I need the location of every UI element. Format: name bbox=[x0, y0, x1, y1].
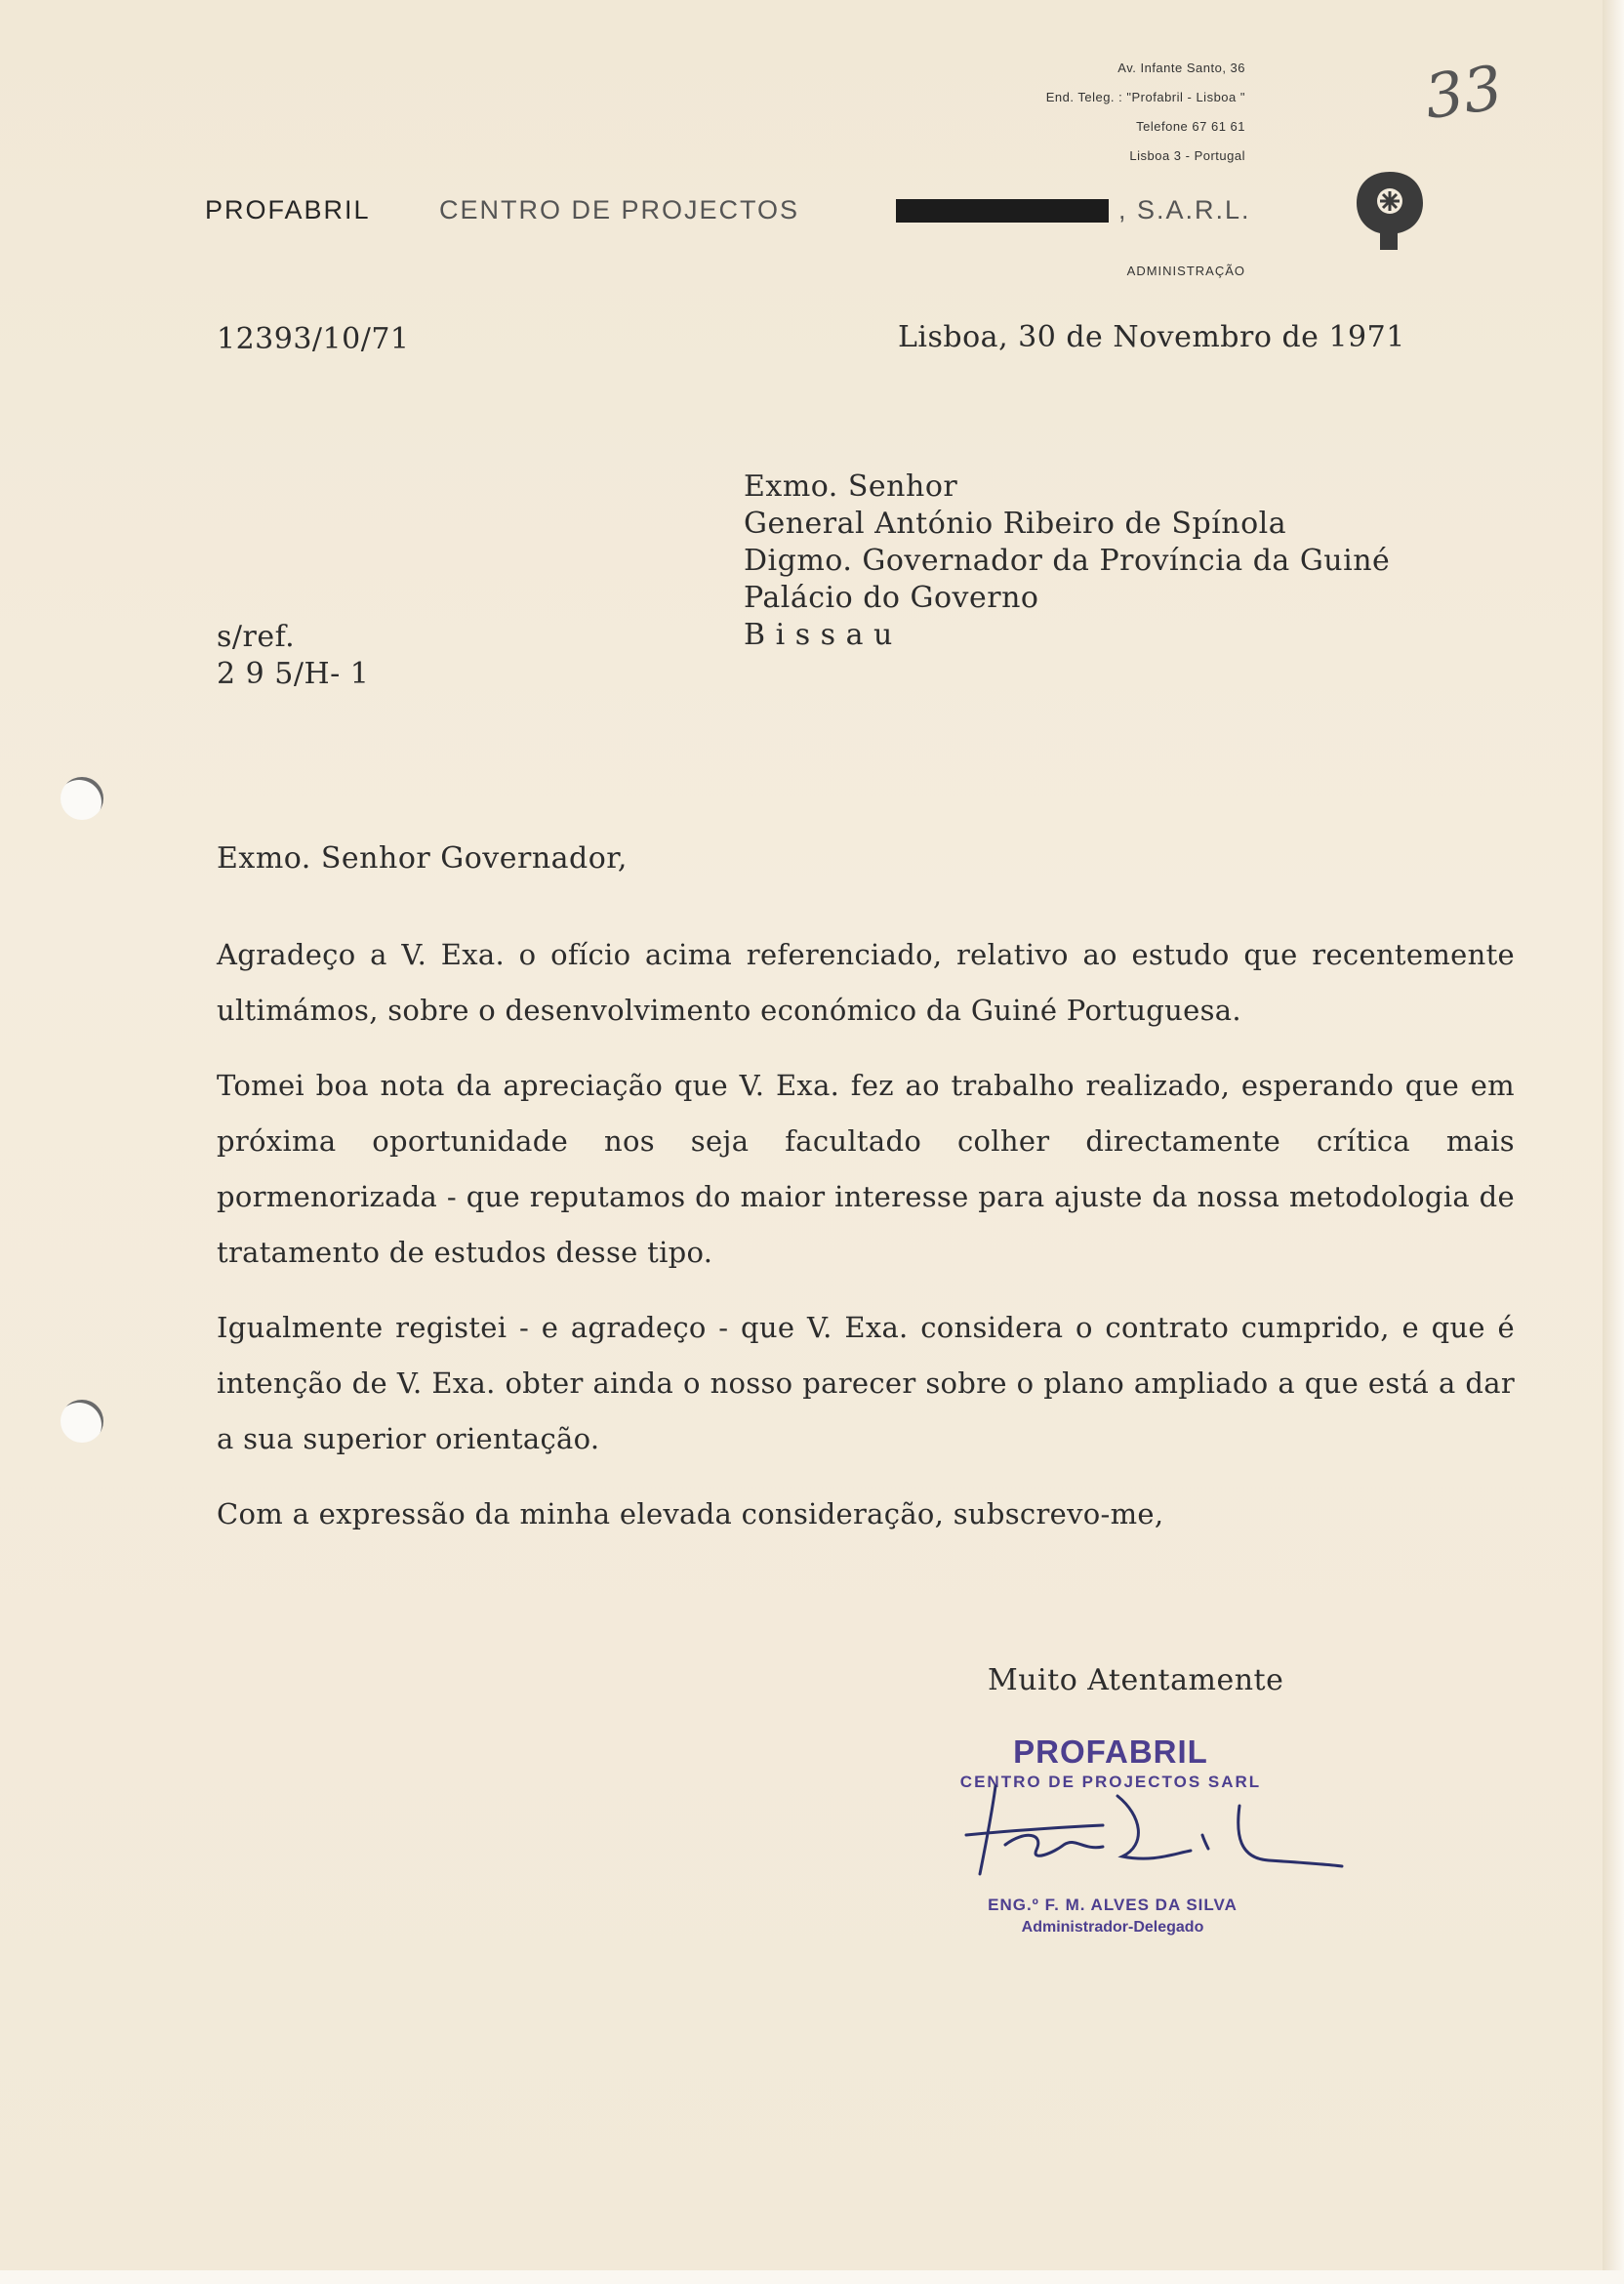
letterhead-centre: CENTRO DE PROJECTOS bbox=[439, 195, 800, 224]
addressee-line: General António Ribeiro de Spínola bbox=[744, 507, 1287, 541]
signer-role: Administrador-Delegado bbox=[1021, 1919, 1204, 1936]
letter-reference: 12393/10/71 bbox=[217, 322, 410, 356]
letter-body bbox=[217, 927, 1515, 1562]
body-paragraph: Tomei boa nota da apreciação que V. Exa. fez ao trabalho realizado, esperando que em próxima oportunidade nos seja facultado colher directamente crítica mais pormenorizada - que reputamos do maior interesse para ajuste da nossa metodologia de tratamento de estudos desse tipo. bbox=[217, 1069, 1515, 1269]
letterhead-company: PROFABRIL bbox=[205, 195, 371, 224]
address-city: Lisboa 3 - Portugal bbox=[1129, 148, 1245, 163]
paper-edge-right bbox=[1603, 0, 1624, 2284]
stamp-centre: CENTRO DE PROJECTOS SARL bbox=[959, 1773, 1262, 1791]
letterhead-suffix: , S.A.R.L. bbox=[1118, 195, 1251, 224]
stamp-company: PROFABRIL bbox=[1013, 1733, 1208, 1770]
salutation: Exmo. Senhor Governador, bbox=[217, 841, 628, 876]
handwritten-signature bbox=[947, 1776, 1347, 1894]
paper-edge-bottom bbox=[0, 2270, 1624, 2284]
address-street: Av. Infante Santo, 36 bbox=[1117, 61, 1245, 75]
signer-name: ENG.º F. M. ALVES DA SILVA bbox=[988, 1896, 1238, 1914]
punch-hole-top bbox=[61, 777, 103, 820]
punch-hole-bottom bbox=[61, 1400, 103, 1443]
body-paragraph: Com a expressão da minha elevada consideração, subscrevo-me, bbox=[217, 1497, 1164, 1530]
sender-reference-value: 2 9 5/H- 1 bbox=[217, 657, 370, 691]
addressee-line: B i s s a u bbox=[744, 618, 893, 652]
letter-date: Lisboa, 30 de Novembro de 1971 bbox=[898, 320, 1405, 354]
sender-reference-label: s/ref. bbox=[217, 620, 296, 654]
address-telegraph: End. Teleg. : "Profabril - Lisboa " bbox=[1045, 90, 1245, 104]
addressee-line: Exmo. Senhor bbox=[744, 469, 958, 504]
body-paragraph: Igualmente registei - e agradeço - que V. Exa. considera o contrato cumprido, e que é intenção de V. Exa. obter ainda o nosso parecer sobre o plano ampliado a que está a dar a sua superior orientação. bbox=[217, 1311, 1515, 1455]
signer-block bbox=[898, 1896, 1327, 1937]
addressee-line: Palácio do Governo bbox=[744, 581, 1039, 615]
profabril-logo-icon bbox=[1351, 166, 1429, 254]
body-paragraph: Agradeço a V. Exa. o ofício acima referenciado, relativo ao estudo que recentemente ultimámos, sobre o desenvolvimento económico da Guiné Portuguesa. bbox=[217, 938, 1515, 1027]
handwritten-page-number: 33 bbox=[1420, 51, 1507, 134]
letterhead-department: ADMINISTRAÇÃO bbox=[1126, 264, 1245, 278]
letterhead-title bbox=[205, 195, 1249, 234]
addressee-line: Digmo. Governador da Província da Guiné bbox=[744, 544, 1391, 578]
closing: Muito Atentamente bbox=[988, 1663, 1284, 1697]
address-phone: Telefone 67 61 61 bbox=[1136, 119, 1245, 134]
redaction-bar bbox=[896, 199, 1109, 223]
sender-reference bbox=[217, 619, 369, 693]
addressee-block bbox=[744, 469, 1390, 654]
